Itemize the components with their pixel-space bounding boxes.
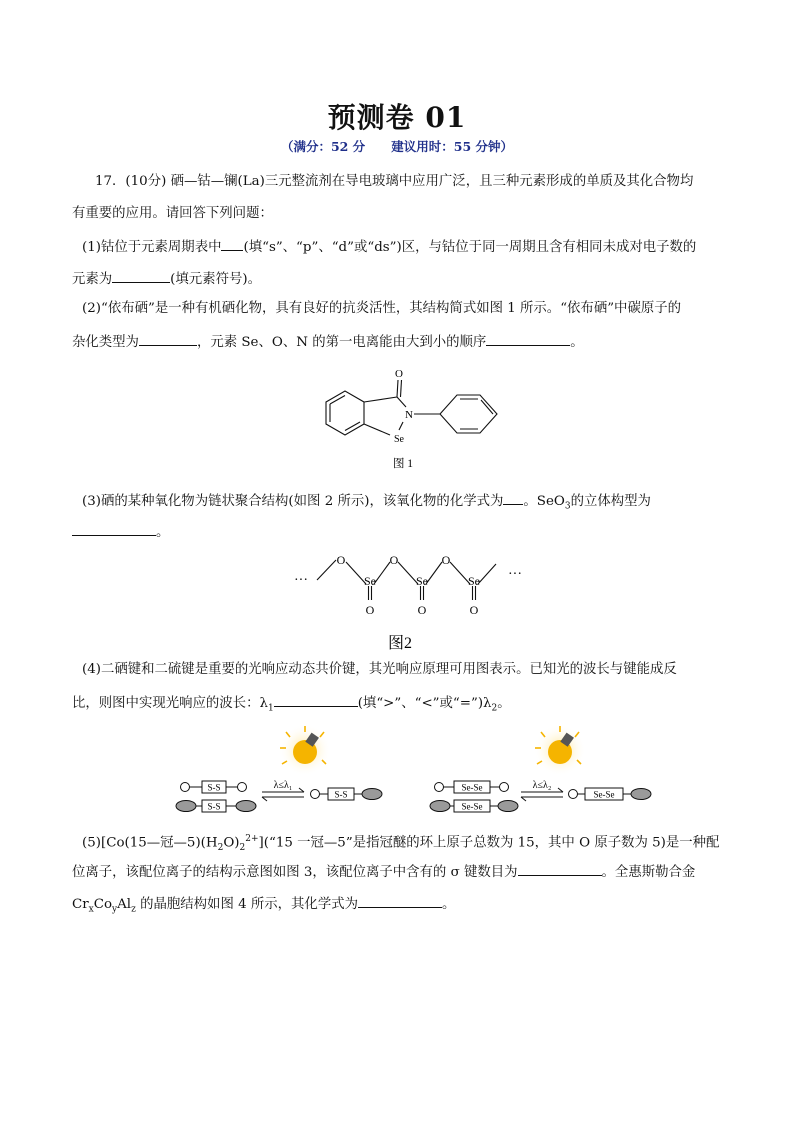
q5-text-e: 。全惠斯勒合金: [601, 865, 696, 880]
benzene-ring-left: [326, 391, 364, 435]
atom-o: O: [395, 368, 403, 380]
q3-sub: 3: [564, 501, 571, 512]
q5-f2s: y: [112, 904, 118, 915]
q5-text-g: 。: [442, 897, 456, 912]
sese-label-1: Se-Se: [461, 782, 483, 793]
q1-text-d: (填元素符号)。: [170, 272, 261, 287]
intro-line-1: 17．(10分) 硒—钴—镧(La)三元整流剂在导电玻璃中应用广泛，且三种元素形成的单质及其化合物均: [95, 174, 694, 189]
q5-blank-2[interactable]: [358, 894, 442, 908]
chain-o-4: O: [365, 603, 375, 617]
ss-label-2: S-S: [207, 801, 221, 812]
q3-line-1: [82, 491, 651, 516]
q3-line-2: [72, 522, 169, 542]
figure-2-chain: [290, 544, 540, 656]
light-bulb-icon-right: [534, 724, 586, 776]
arrow-label-2: λ≤λ₂: [532, 780, 552, 791]
q5-line-3: [72, 894, 455, 919]
q5-text-c: ](“15 一冠—5”是指冠醚的环上原子总数为 15，其中 O 原子数为 5)是一种配: [258, 835, 720, 851]
figure-photo-response: [168, 724, 668, 824]
q2-text-d: 。: [570, 335, 584, 350]
q4-text-b: 比，则图中实现光响应的波长：λ: [72, 696, 268, 711]
q4-text-d: 。: [497, 696, 511, 711]
q5-f3: Al: [117, 897, 132, 912]
ss-label-1: S-S: [207, 782, 221, 793]
q3-text-a: (3)硒的某种氧化物为链状聚合结构(如图 2 所示)，该氧化物的化学式为: [82, 494, 504, 509]
chain-dots-left: ···: [294, 573, 308, 588]
arrow-label-1: λ≤λ₁: [273, 780, 293, 791]
benzene-ring-right: [440, 395, 497, 433]
chain-o-1: O: [336, 553, 346, 567]
q3-blank-2[interactable]: [72, 522, 156, 536]
sese-label-2: Se-Se: [461, 801, 483, 812]
atom-se: Se: [394, 434, 404, 445]
page-subtitle: （满分：52 分 建议用时：55 分钟）: [280, 139, 514, 154]
atom-n: N: [405, 409, 413, 421]
chain-se-1: Se: [364, 574, 376, 588]
q5-text-b: O): [223, 835, 240, 851]
q1-line-1: [82, 237, 696, 257]
q4-sub-2: 2: [491, 703, 498, 714]
figure-2-caption: 图2: [387, 635, 413, 652]
q3-text-b: 。SeO: [523, 494, 565, 509]
q2-line-2: [72, 332, 584, 352]
q5-sub-2: 2: [239, 843, 246, 854]
q5-f1s: x: [88, 904, 94, 915]
q2-text-c: ，元素 Se、O、N 的第一电离能由大到小的顺序: [196, 335, 487, 350]
q4-text-c: (填“>”、“<”或“=”)λ: [357, 696, 492, 711]
chain-se-3: Se: [468, 574, 480, 588]
q5-f1: Cr: [72, 897, 89, 912]
bond-c-co: [364, 397, 397, 402]
q4-blank[interactable]: [274, 693, 358, 707]
q2-line-1: (2)“依布硒”是一种有机硒化物，具有良好的抗炎活性，其结构简式如图 1 所示。“依布硒”中碳原子的: [82, 301, 682, 316]
page-title: 预测卷 01: [327, 101, 467, 134]
light-bulb-icon-left: [279, 724, 331, 776]
q5-f4: 的晶胞结构如图 4 所示，其化学式为: [135, 897, 358, 912]
q4-sub-1: 1: [267, 703, 274, 714]
q3-text-c: 的立体构型为: [570, 494, 651, 509]
q5-blank-1[interactable]: [518, 862, 602, 876]
q2-text-b: 杂化类型为: [72, 335, 139, 350]
q1-line-2: [72, 269, 261, 289]
figure-1-caption: 图 1: [392, 458, 414, 470]
chain-o-2: O: [389, 553, 399, 567]
ss-label-3: S-S: [334, 789, 348, 800]
q5-line-2: [72, 862, 695, 882]
chain-o-5: O: [417, 603, 427, 617]
q4-line-1: (4)二硒键和二硫键是重要的光响应动态共价键，其光响应原理可用图表示。已知光的波长与键能成反: [82, 662, 677, 677]
q3-text-d: 。: [156, 525, 170, 540]
q5-f2: Co: [93, 897, 113, 912]
chain-se-2: Se: [416, 574, 428, 588]
q5-sup: 2+: [245, 834, 259, 844]
q1-text-a: (1)钴位于元素周期表中: [82, 240, 222, 255]
chain-o-3: O: [441, 553, 451, 567]
q5-f3s: z: [131, 904, 136, 915]
q1-blank-1[interactable]: [221, 237, 243, 251]
q3-blank-1[interactable]: [503, 491, 523, 505]
figure-1-structure: [310, 362, 510, 474]
q5-text-a: (5)[Co(15—冠—5)(H: [82, 835, 218, 851]
q1-text-c: 元素为: [72, 272, 113, 287]
q5-text-d: 位离子，该配位离子的结构示意图如图 3，该配位离子中含有的 σ 键数目为: [72, 865, 518, 880]
chain-o-6: O: [469, 603, 479, 617]
q2-blank-2[interactable]: [486, 332, 570, 346]
sese-label-3: Se-Se: [593, 789, 615, 800]
q1-blank-2[interactable]: [112, 269, 170, 283]
q1-text-b: (填“s”、“p”、“d”或“ds”)区，与钴位于同一周期且含有相同未成对电子数的: [243, 240, 697, 255]
q5-sub-1: 2: [217, 843, 224, 854]
q5-line-1: [82, 830, 719, 857]
q4-line-2: [72, 693, 511, 718]
intro-line-2: 有重要的应用。请回答下列问题：: [72, 206, 273, 221]
q2-blank-1[interactable]: [139, 332, 197, 346]
chain-dots-right: ···: [508, 567, 522, 582]
